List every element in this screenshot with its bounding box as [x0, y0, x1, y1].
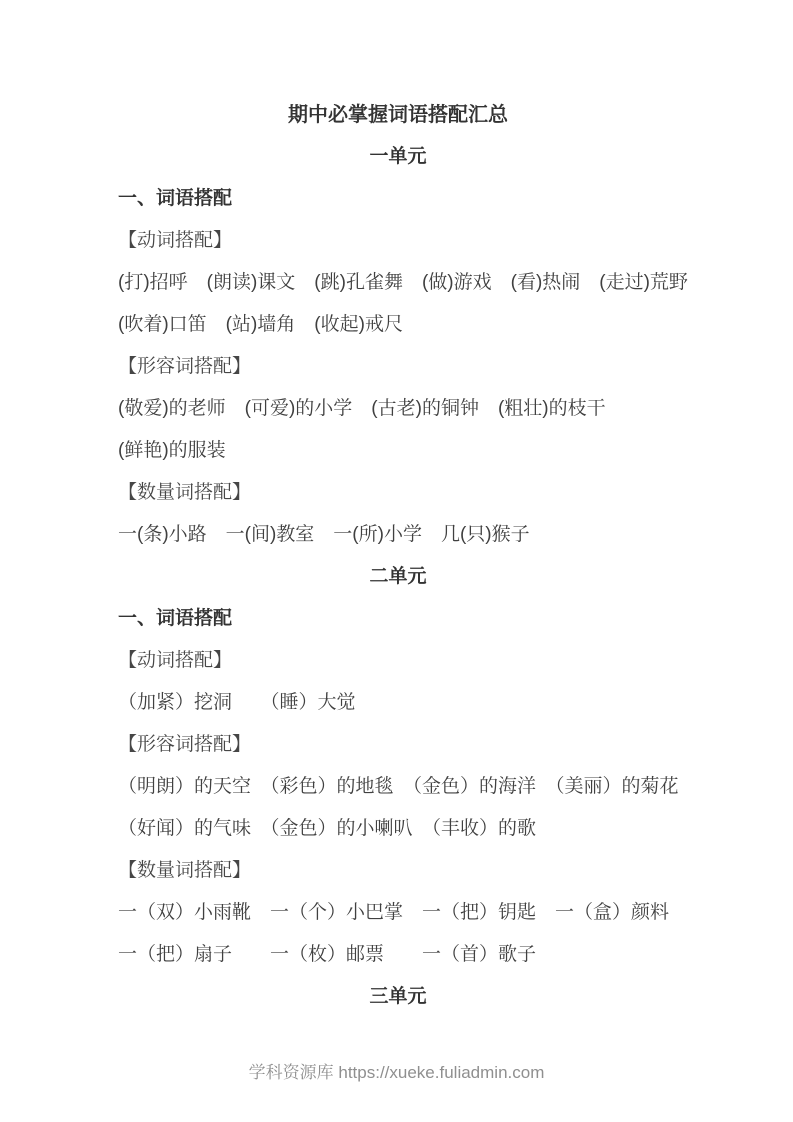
text-line: (打)招呼 (朗读)课文 (跳)孔雀舞 (做)游戏 (看)热闹 (走过)荒野 — [118, 272, 688, 293]
text-line: 一（双）小雨靴 一（个）小巴掌 一（把）钥匙 一（盒）颜料 — [118, 902, 670, 923]
unit-2-subheading: 一、词语搭配 — [118, 608, 233, 629]
unit-1-subheading: 一、词语搭配 — [118, 188, 233, 209]
text-line: （加紧）挖洞 （睡）大觉 — [118, 692, 356, 713]
text-line: （明朗）的天空 （彩色）的地毯 （金色）的海洋 （美丽）的菊花 — [118, 776, 679, 797]
unit-1-quantifier-group-label: 【数量词搭配】 — [118, 482, 252, 503]
text-line: (吹着)口笛 (站)墙角 (收起)戒尺 — [118, 314, 403, 335]
text-line: （好闻）的气味 （金色）的小喇叭 （丰收）的歌 — [118, 818, 537, 839]
unit-2-adjective-group-label: 【形容词搭配】 — [118, 734, 252, 755]
unit-2-verb-group-label: 【动词搭配】 — [118, 650, 233, 671]
unit-1-adjective-group-label: 【形容词搭配】 — [118, 356, 252, 377]
footer-site-label: 学科资源库 — [248, 1063, 339, 1082]
footer-url-link[interactable]: https://xueke.fuliadmin.com — [338, 1063, 545, 1082]
unit-2-quantifier-group-label: 【数量词搭配】 — [118, 860, 252, 881]
unit-1-verb-group-label: 【动词搭配】 — [118, 230, 233, 251]
footer-credit — [0, 1061, 793, 1085]
text-line: (鲜艳)的服装 — [118, 440, 226, 461]
text-line: 一(条)小路 一(间)教室 一(所)小学 几(只)猴子 — [118, 524, 530, 545]
text-line: (敬爱)的老师 (可爱)的小学 (古老)的铜钟 (粗壮)的枝干 — [118, 398, 606, 419]
unit-1-heading: 一单元 — [369, 146, 427, 167]
unit-2-heading: 二单元 — [369, 566, 427, 587]
text-line: 一（把）扇子 一（枚）邮票 一（首）歌子 — [118, 944, 537, 965]
document-title: 期中必掌握词语搭配汇总 — [288, 104, 508, 126]
unit-3-heading: 三单元 — [369, 986, 427, 1007]
